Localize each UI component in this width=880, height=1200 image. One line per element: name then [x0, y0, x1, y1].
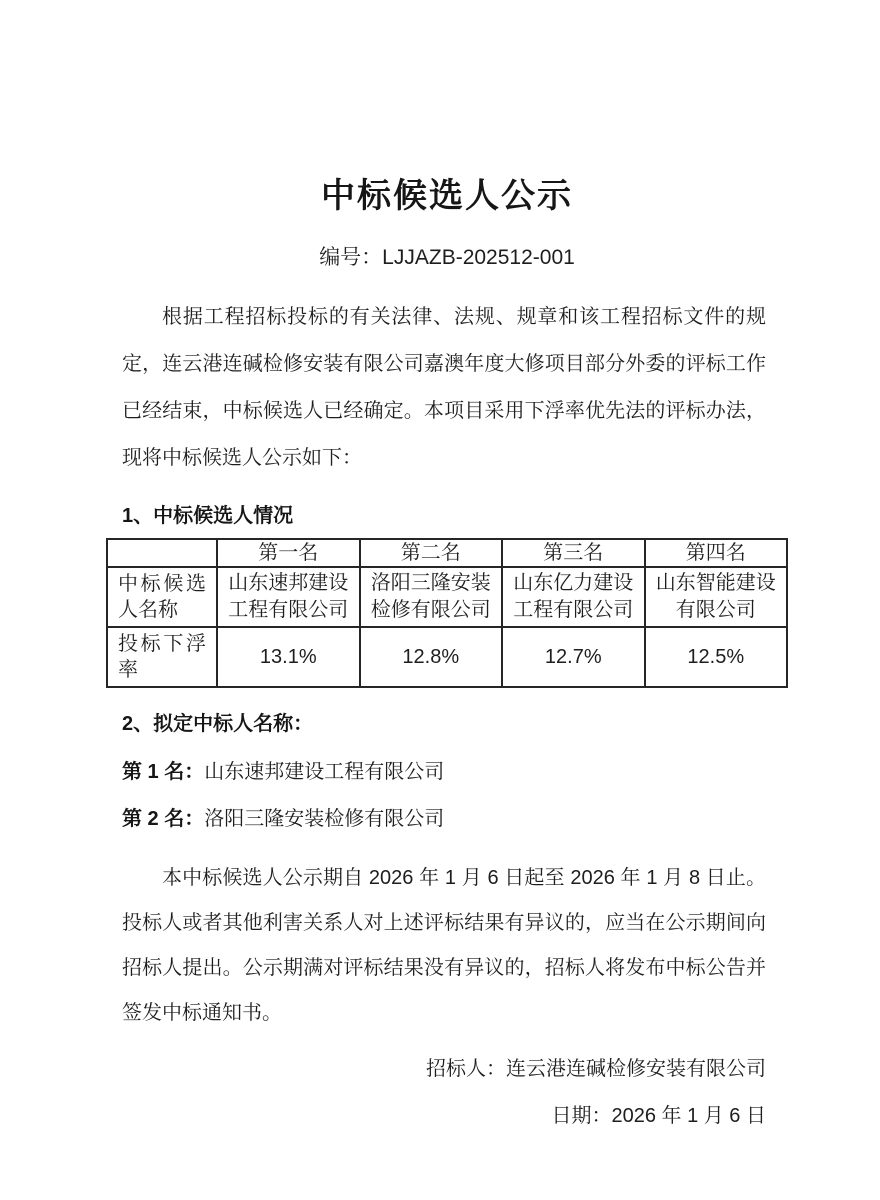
signature-date: 日期：2026 年 1 月 6 日 — [551, 1105, 766, 1127]
document-number: 编号：LJJAZB-202512-001 — [319, 246, 575, 269]
candidates-table — [106, 538, 788, 688]
rank-header-1: 第一名 — [217, 539, 360, 567]
section1-heading: 1、中标候选人情况 — [122, 505, 294, 527]
bid-rate-2: 12.8% — [360, 627, 503, 687]
table-corner-cell — [107, 539, 217, 567]
winner-1-label: 第 1 名： — [122, 761, 205, 783]
candidate-name-1: 山东速邦建设工程有限公司 — [217, 567, 360, 627]
row-label-candidate-name: 中标候选人名称 — [107, 567, 217, 627]
document-title: 中标候选人公示 — [321, 176, 573, 216]
candidate-names-row — [107, 567, 787, 627]
candidate-name-2: 洛阳三隆安装检修有限公司 — [360, 567, 503, 627]
bid-rate-3: 12.7% — [502, 627, 645, 687]
winner-line-2 — [122, 806, 766, 832]
winner-line-1 — [122, 759, 766, 785]
candidate-name-4: 山东智能建设有限公司 — [645, 567, 788, 627]
closing-paragraph: 本中标候选人公示期自 2026 年 1 月 6 日起至 2026 年 1 月 8 日止。投标人或者其他利害关系人对上述评标结果有异议的，应当在公示期间向招标人提出。公示期满对评标结果没有异议的，招标人将发布中标公告并签发中标通知书。 — [122, 867, 766, 1024]
winner-1-name: 山东速邦建设工程有限公司 — [204, 761, 445, 783]
row-label-bid-rate: 投标下浮率 — [107, 627, 217, 687]
table-header-row — [107, 539, 787, 567]
bid-rate-row — [107, 627, 787, 687]
signature-tenderer: 招标人：连云港连碱检修安装有限公司 — [426, 1058, 766, 1080]
winner-2-name: 洛阳三隆安装检修有限公司 — [204, 808, 445, 830]
winner-2-label: 第 2 名： — [122, 808, 205, 830]
bid-rate-4: 12.5% — [645, 627, 788, 687]
bid-rate-1: 13.1% — [217, 627, 360, 687]
rank-header-3: 第三名 — [502, 539, 645, 567]
candidate-name-3: 山东亿力建设工程有限公司 — [502, 567, 645, 627]
intro-paragraph: 根据工程招标投标的有关法律、法规、规章和该工程招标文件的规定，连云港连碱检修安装有限公司嘉澳年度大修项目部分外委的评标工作已经结束，中标候选人已经确定。本项目采用下浮率优先法的评标办法，现将中标候选人公示如下： — [122, 306, 766, 469]
rank-header-4: 第四名 — [645, 539, 788, 567]
rank-header-2: 第二名 — [360, 539, 503, 567]
section2-heading: 2、拟定中标人名称： — [122, 713, 314, 735]
